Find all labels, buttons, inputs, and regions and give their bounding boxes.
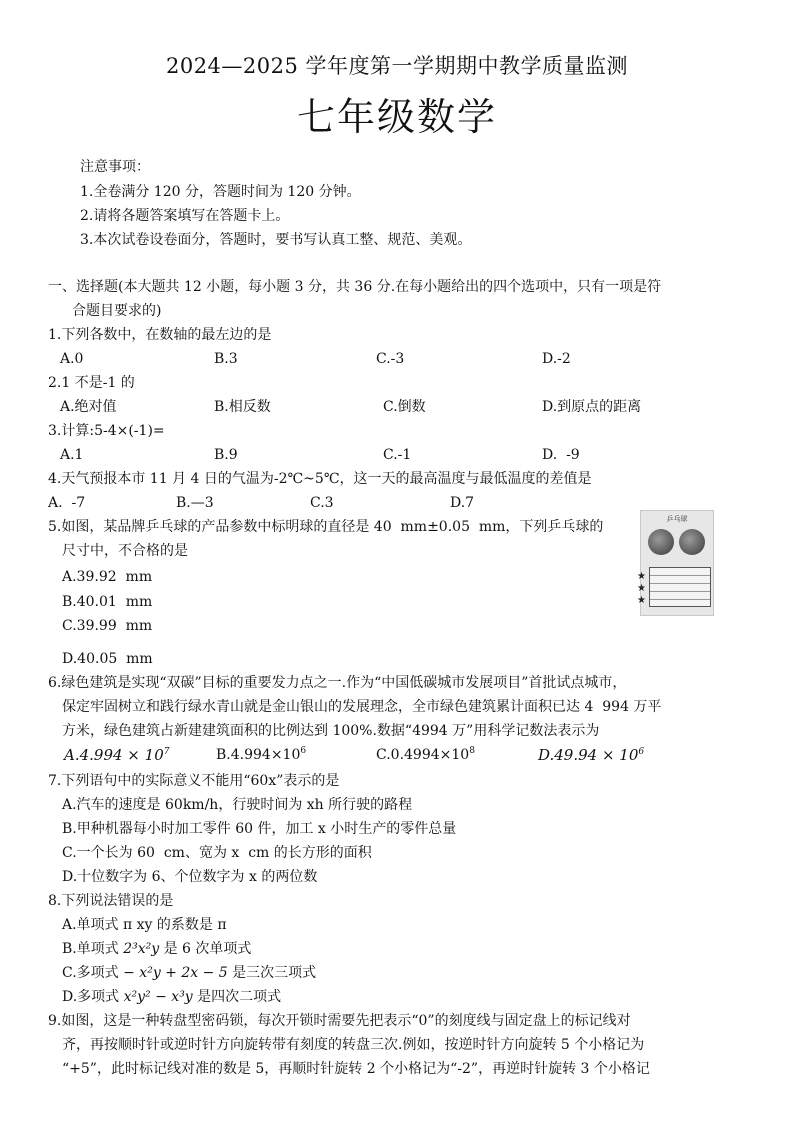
- q9-stem-cont-1: 齐，再按顺时针或逆时针方向旋转带有刻度的转盘三次.例如，按逆时针方向旋转 5 个小格记为: [62, 1037, 645, 1053]
- q5-option-a: A.39.92 mm: [62, 569, 153, 585]
- q2-option-b: B.相反数: [214, 399, 271, 415]
- q6-option-c: $C.0.4994\times 10^8$: [376, 746, 475, 763]
- q5-option-c: C.39.99 mm: [62, 618, 153, 634]
- q6-stem: 6.绿色建筑是实现“双碳”目标的重要发力点之一.作为“中国低碳城市发展项目”首批试点城市，: [48, 675, 627, 691]
- q6-option-b: $B.4.994\times 10^6$: [216, 746, 307, 763]
- q9-stem-cont-2: “+5”，此时标记线对准的数是 5，再顺时针旋转 2 个小格记为“-2”，再逆时针旋转 3 个小格记: [62, 1061, 650, 1077]
- pingpong-ball-image: [648, 529, 674, 555]
- q6-stem-cont-2: 方米，绿色建筑占新建建筑面积的比例达到 100%.数据“4994 万”用科学记数法表示为: [62, 723, 600, 739]
- q4-option-b: B.—3: [176, 495, 214, 511]
- photo-label: 乒乓球: [666, 515, 688, 523]
- q4-option-d: D.7: [450, 495, 475, 511]
- note-item-2: 2.请将各题答案填写在答题卡上。: [80, 208, 290, 224]
- q7-option-b: B.甲种机器每小时加工零件 60 件，加工 x 小时生产的零件总量: [62, 821, 457, 837]
- section1-heading-cont: 合题目要求的): [72, 303, 162, 319]
- q2-option-c: C.倒数: [383, 399, 426, 415]
- q6-stem-cont-1: 保定牢固树立和践行绿水青山就是金山银山的发展理念，全市绿色建筑累计面积已达 4 994 万平: [62, 699, 662, 715]
- q6-option-a: $A.4.994 \times 10^7$: [64, 746, 170, 764]
- q7-stem: 7.下列语句中的实际意义不能用“60x”表示的是: [48, 773, 340, 789]
- q4-stem: 4.天气预报本市 11 月 4 日的气温为-2℃~5℃，这一天的最高温度与最低温度的差值是: [48, 471, 592, 487]
- subject-title: 七年级数学: [296, 95, 497, 139]
- q3-option-c: C.-1: [383, 447, 412, 463]
- q3-option-a: A.1: [60, 447, 84, 463]
- q2-stem: 2.1 不是-1 的: [48, 375, 135, 391]
- q3-option-d: D. -9: [542, 447, 580, 463]
- q8-stem: 8.下列说法错误的是: [48, 893, 174, 909]
- pingpong-product-photo: [637, 510, 714, 616]
- q3-option-b: B.9: [214, 447, 238, 463]
- section1-heading: 一、选择题(本大题共 12 小题，每小题 3 分，共 36 分.在每小题给出的四个选项中，只有一项是符: [48, 279, 662, 295]
- product-parameter-table: [649, 567, 711, 607]
- q6-option-d: $D.49.94 \times 10^6$: [538, 746, 645, 764]
- q9-stem: 9.如图，这是一种转盘型密码锁，每次开锁时需要先把表示“0”的刻度线与固定盘上的标记线对: [48, 1013, 631, 1029]
- q4-option-a: A. -7: [48, 495, 86, 511]
- star-icon: ★: [637, 571, 646, 582]
- q5-stem: 5.如图，某品牌乒乓球的产品参数中标明球的直径是 40 mm±0.05 mm，下列乒乓球的: [48, 519, 604, 535]
- pingpong-ball-image: [679, 529, 705, 555]
- q5-option-d: D.40.05 mm: [62, 651, 153, 667]
- q4-option-c: C.3: [310, 495, 334, 511]
- q8-option-c: C.多项式 − x²y + 2x − 5 是三次三项式: [62, 965, 317, 981]
- exam-title: 2024—2025 学年度第一学期期中教学质量监测: [165, 54, 629, 78]
- q1-option-a: A.0: [60, 351, 84, 367]
- notes-heading: 注意事项：: [80, 159, 150, 175]
- q1-option-b: B.3: [214, 351, 238, 367]
- q1-option-c: C.-3: [376, 351, 405, 367]
- star-icon: ★: [637, 595, 646, 606]
- q1-stem: 1.下列各数中，在数轴的最左边的是: [48, 327, 272, 343]
- q8-option-b: B.单项式 2³x²y 是 6 次单项式: [62, 941, 252, 957]
- star-icon: ★: [637, 583, 646, 594]
- q2-option-a: A.绝对值: [60, 399, 117, 415]
- q1-option-d: D.-2: [542, 351, 571, 367]
- q7-option-c: C.一个长为 60 cm、宽为 x cm 的长方形的面积: [62, 845, 372, 861]
- q2-option-d: D.到原点的距离: [542, 399, 642, 415]
- q5-stem-cont: 尺寸中，不合格的是: [62, 543, 188, 559]
- q8-option-a: A.单项式 π xy 的系数是 π: [62, 917, 227, 933]
- q3-stem: 3.计算:5-4×(-1)=: [48, 423, 165, 439]
- q5-option-b: B.40.01 mm: [62, 594, 153, 610]
- note-item-1: 1.全卷满分 120 分，答题时间为 120 分钟。: [80, 184, 361, 200]
- q7-option-a: A.汽车的速度是 60km/h，行驶时间为 xh 所行驶的路程: [62, 797, 413, 813]
- note-item-3: 3.本次试卷设卷面分，答题时，要书写认真工整、规范、美观。: [80, 232, 472, 248]
- q8-option-d: D.多项式 x²y² − x³y 是四次二项式: [62, 989, 282, 1005]
- q7-option-d: D.十位数字为 6、个位数字为 x 的两位数: [62, 869, 318, 885]
